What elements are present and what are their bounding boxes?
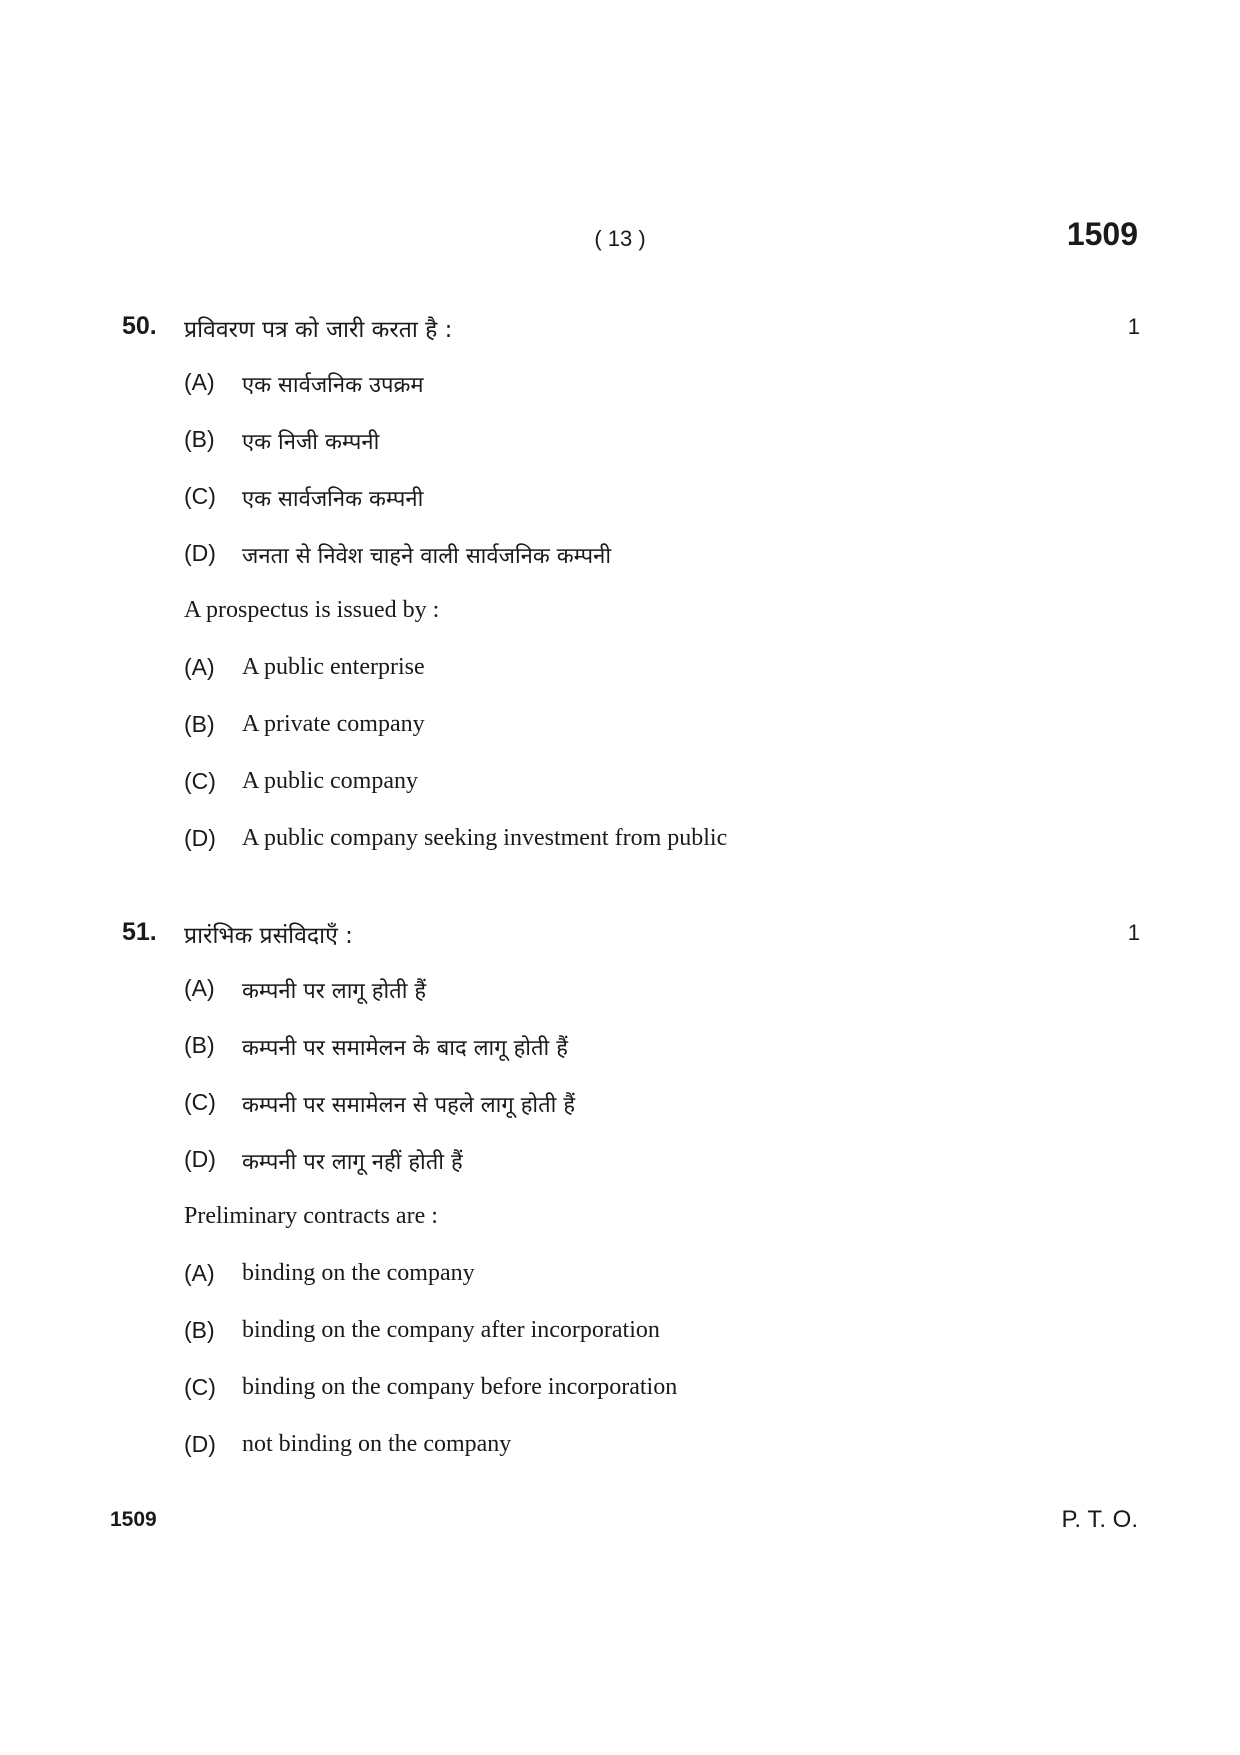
question-marks: 1 — [1127, 314, 1140, 339]
option-text: कम्पनी पर लागू होती हैं — [242, 979, 427, 1004]
option-label: (D) — [184, 1431, 216, 1457]
option-label: (B) — [184, 426, 215, 452]
option-hindi-a — [122, 975, 1140, 1032]
option-english-c — [122, 1374, 1140, 1431]
option-hindi-b — [122, 426, 1140, 483]
option-label: (C) — [184, 1374, 216, 1400]
option-label: (B) — [184, 1032, 215, 1058]
option-english-b — [122, 1317, 1140, 1374]
option-label: (A) — [184, 1260, 215, 1286]
option-hindi-d — [122, 1146, 1140, 1203]
option-label: (D) — [184, 1146, 216, 1172]
option-text: binding on the company after incorporation — [242, 1317, 660, 1343]
question-number: 50. — [122, 312, 157, 340]
question-text-hindi: प्रविवरण पत्र को जारी करता है : — [184, 317, 453, 343]
option-label: (C) — [184, 768, 216, 794]
option-hindi-a — [122, 369, 1140, 426]
option-label: (B) — [184, 1317, 215, 1343]
option-english-b — [122, 711, 1140, 768]
option-text: कम्पनी पर समामेलन के बाद लागू होती हैं — [242, 1036, 568, 1061]
option-text: जनता से निवेश चाहने वाली सार्वजनिक कम्पनी — [242, 544, 612, 569]
question-text-hindi: प्रारंभिक प्रसंविदाएँ : — [184, 923, 353, 949]
question-50 — [122, 312, 1140, 882]
question-marks: 1 — [1127, 920, 1140, 945]
option-text: A public company — [242, 768, 418, 794]
option-text: A public enterprise — [242, 654, 425, 680]
option-hindi-d — [122, 540, 1140, 597]
option-label: (A) — [184, 654, 215, 680]
option-text: binding on the company — [242, 1260, 475, 1286]
paper-code-footer: 1509 — [110, 1508, 157, 1531]
option-label: (C) — [184, 1089, 216, 1115]
question-51 — [122, 918, 1140, 1488]
option-label: (A) — [184, 369, 215, 395]
option-text: एक सार्वजनिक उपक्रम — [242, 373, 424, 398]
option-text: कम्पनी पर समामेलन से पहले लागू होती हैं — [242, 1093, 576, 1118]
pto-text: P. T. O. — [1061, 1506, 1138, 1533]
option-label: (B) — [184, 711, 215, 737]
question-number: 51. — [122, 918, 157, 946]
option-label: (C) — [184, 483, 216, 509]
option-english-d — [122, 1431, 1140, 1488]
option-label: (D) — [184, 825, 216, 851]
option-hindi-c — [122, 483, 1140, 540]
option-text: A private company — [242, 711, 425, 737]
option-label: (D) — [184, 540, 216, 566]
page-number: ( 13 ) — [594, 226, 646, 251]
option-english-d — [122, 825, 1140, 882]
paper-code-header: 1509 — [1066, 216, 1138, 252]
option-text: कम्पनी पर लागू नहीं होती हैं — [242, 1150, 463, 1175]
option-english-c — [122, 768, 1140, 825]
option-text: not binding on the company — [242, 1431, 512, 1457]
option-label: (A) — [184, 975, 215, 1001]
option-text: एक सार्वजनिक कम्पनी — [242, 487, 424, 512]
option-hindi-b — [122, 1032, 1140, 1089]
option-hindi-c — [122, 1089, 1140, 1146]
option-english-a — [122, 1260, 1140, 1317]
question-text-english: A prospectus is issued by : — [184, 597, 440, 623]
question-text-english: Preliminary contracts are : — [184, 1203, 438, 1229]
option-text: binding on the company before incorporation — [242, 1374, 678, 1400]
option-english-a — [122, 654, 1140, 711]
option-text: एक निजी कम्पनी — [242, 430, 380, 455]
option-text: A public company seeking investment from public — [242, 825, 728, 851]
